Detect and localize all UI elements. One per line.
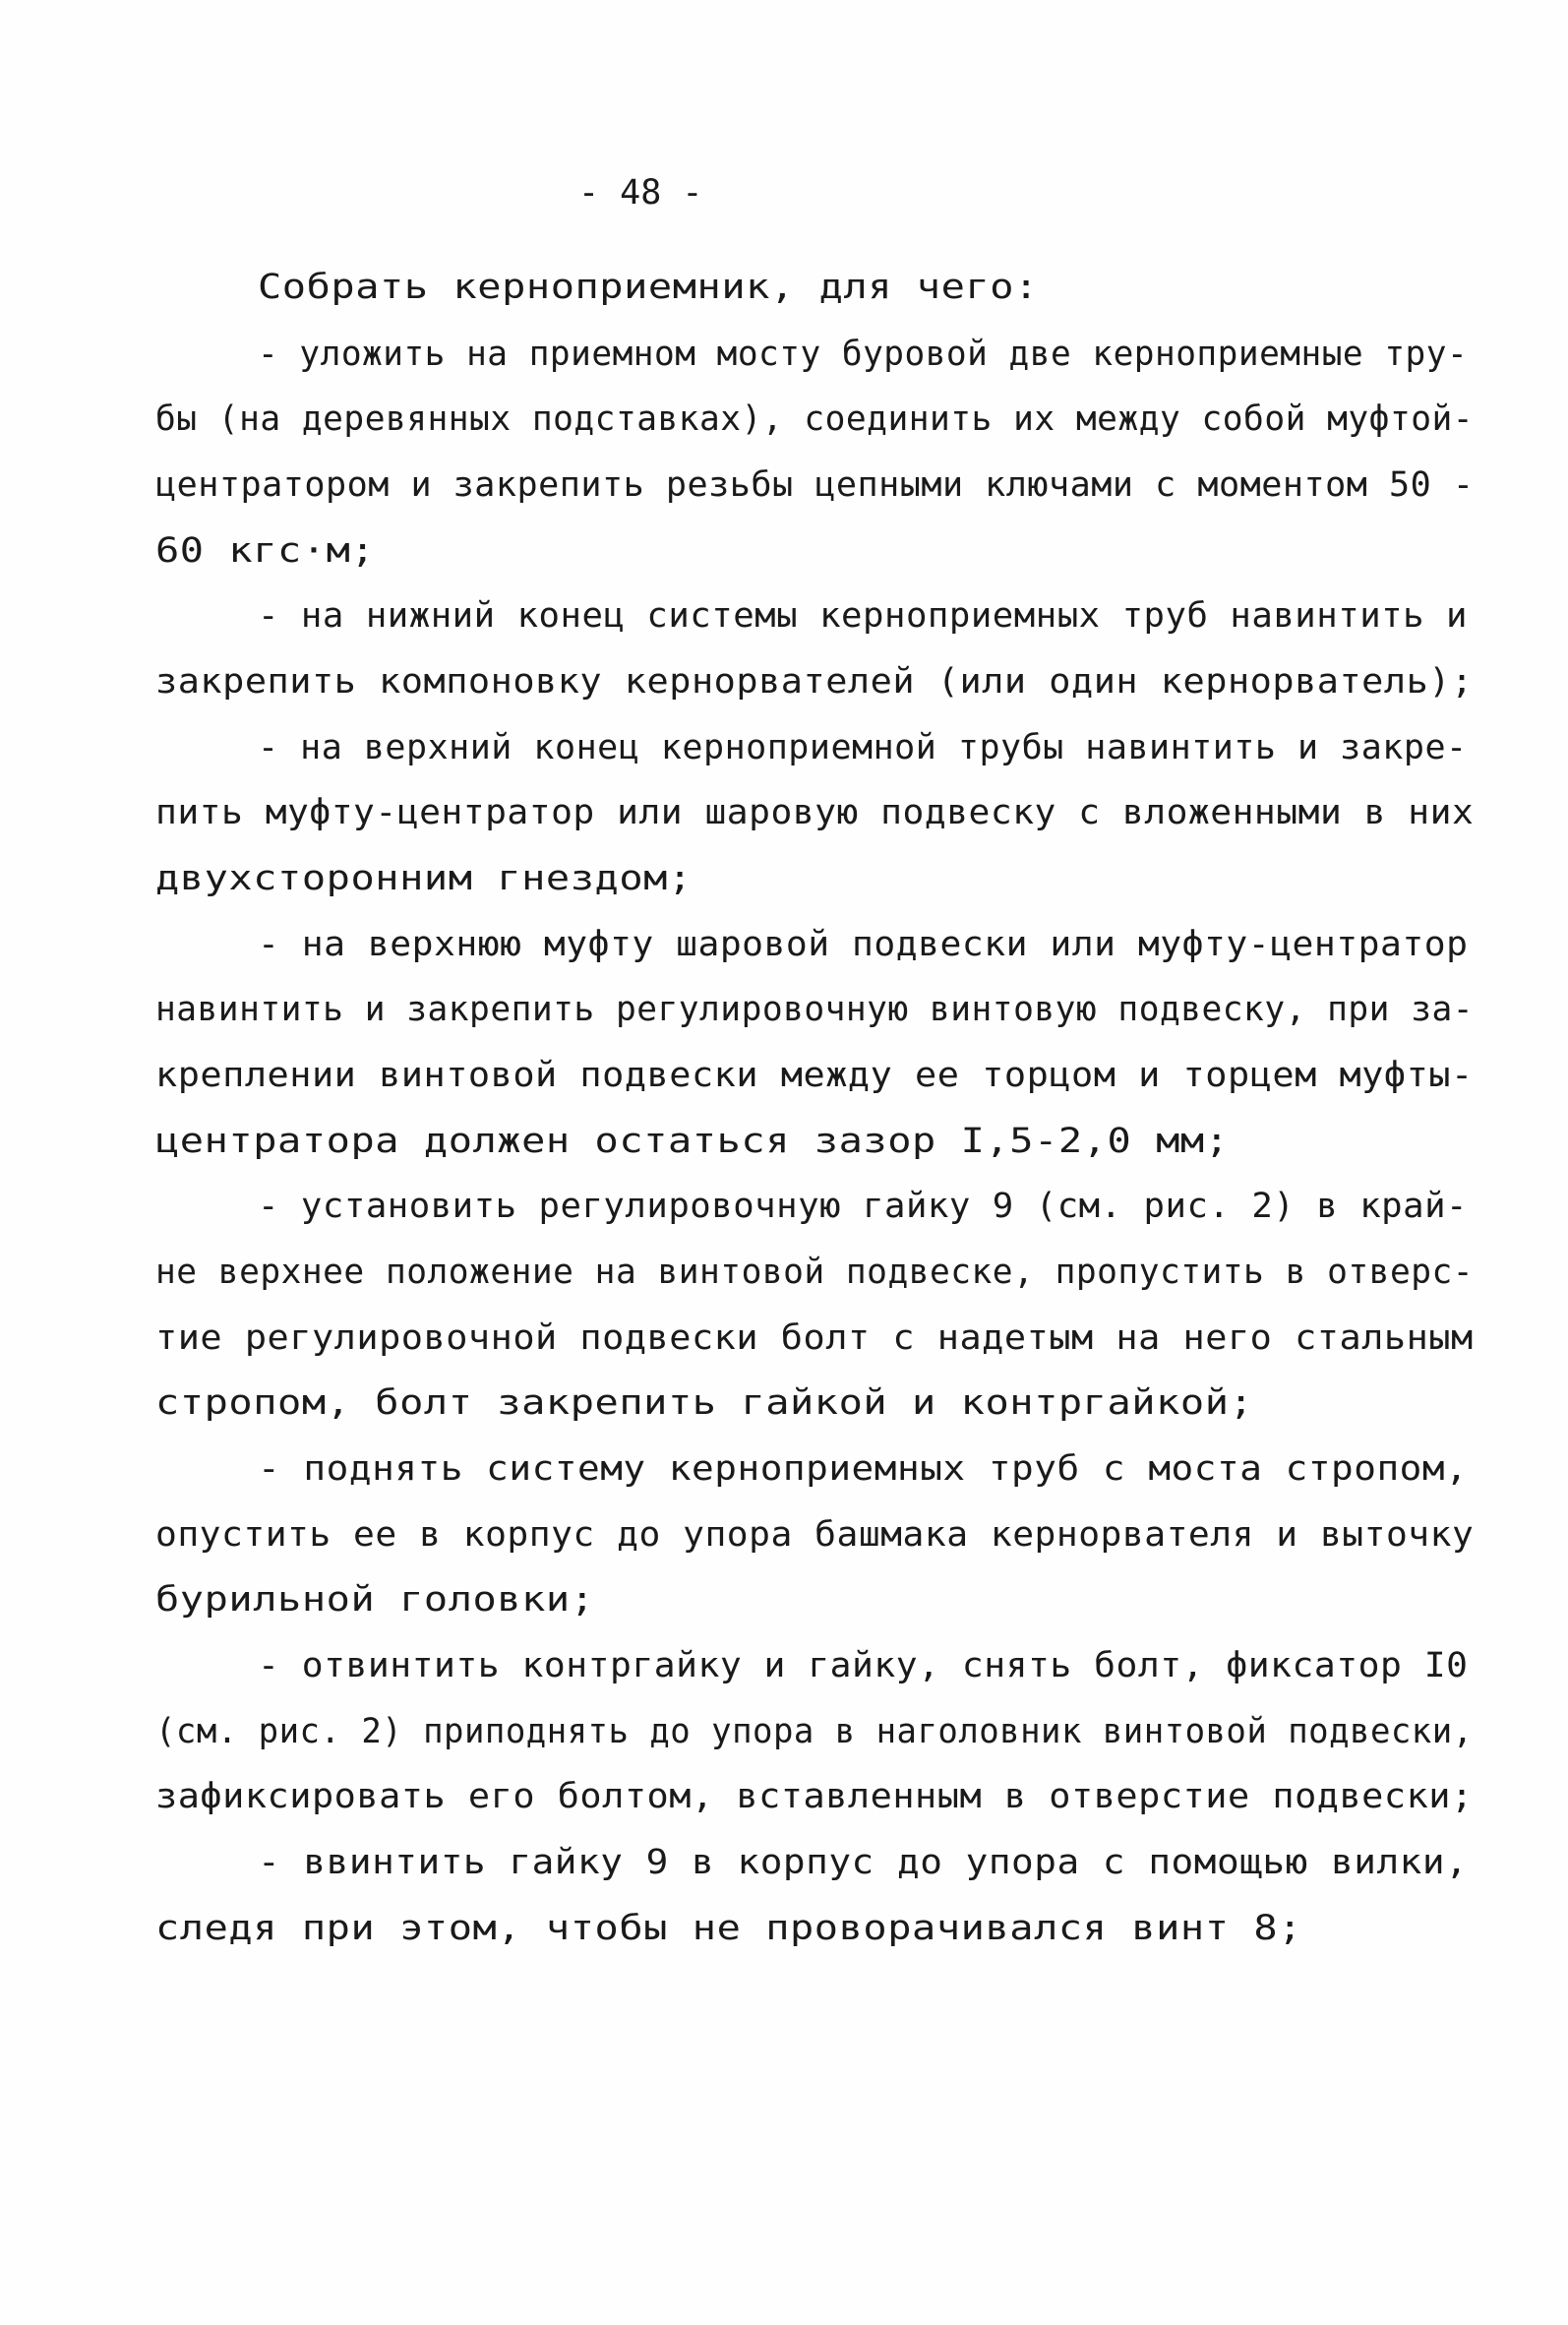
text-line: бурильной головки; [155, 1580, 595, 1620]
text-line: - ввинтить гайку 9 в корпус до упора с помощью вилки, [258, 1843, 1469, 1882]
text-line: - на верхнюю муфту шаровой подвески или муфту-центратор [258, 925, 1469, 964]
text-line: Собрать керноприемник, для чего: [258, 268, 1039, 307]
text-line: центратором и закрепить резьбы цепными ключами с моментом 50 - [155, 465, 1475, 505]
text-line: - отвинтить контргайку и гайку, снять болт, фиксатор I0 [258, 1646, 1469, 1685]
text-line: навинтить и закрепить регулировочную винтовую подвеску, при за- [155, 990, 1475, 1029]
text-line: двухсторонним гнездом; [155, 859, 693, 898]
text-line: тие регулировочной подвески болт с надетым на него стальным [155, 1318, 1474, 1358]
text-line: центратора должен остаться зазор I,5-2,0 мм; [155, 1122, 1230, 1161]
text-line: креплении винтовой подвески между ее торцом и торцем муфты- [155, 1056, 1474, 1095]
text-line: (см. рис. 2) приподнять до упора в наголовник винтовой подвески, [155, 1712, 1474, 1751]
text-line: закрепить компоновку кернорвателей (или один кернорватель); [155, 662, 1474, 702]
text-line: 60 кгс·м; [155, 531, 376, 571]
text-line: - на верхний конец керноприемной трубы навинтить и закре- [258, 728, 1468, 767]
text-line: зафиксировать его болтом, вставленным в отверстие подвески; [155, 1777, 1474, 1816]
text-line: бы (на деревянных подставках), соединить их между собой муфтой- [155, 399, 1475, 439]
text-line: опустить ее в корпус до упора башмака кернорвателя и выточку [155, 1515, 1475, 1555]
page-number: - 48 - [578, 173, 703, 213]
text-line: следя при этом, чтобы не проворачивался винт 8; [155, 1909, 1302, 1948]
text-line: - установить регулировочную гайку 9 (см. рис. 2) в край- [258, 1187, 1469, 1226]
text-line: - поднять систему керноприемных труб с моста стропом, [258, 1449, 1469, 1489]
text-line: не верхнее положение на винтовой подвеске, пропустить в отверс- [155, 1253, 1475, 1292]
text-line: - уложить на приемном мосту буровой две керноприемные тру- [258, 335, 1469, 374]
text-line: пить муфту-центратор или шаровую подвеску с вложенными в них [155, 793, 1475, 832]
text-line: - на нижний конец системы керноприемных труб навинтить и [258, 596, 1469, 636]
text-line: стропом, болт закрепить гайкой и контргайкой; [155, 1383, 1254, 1423]
